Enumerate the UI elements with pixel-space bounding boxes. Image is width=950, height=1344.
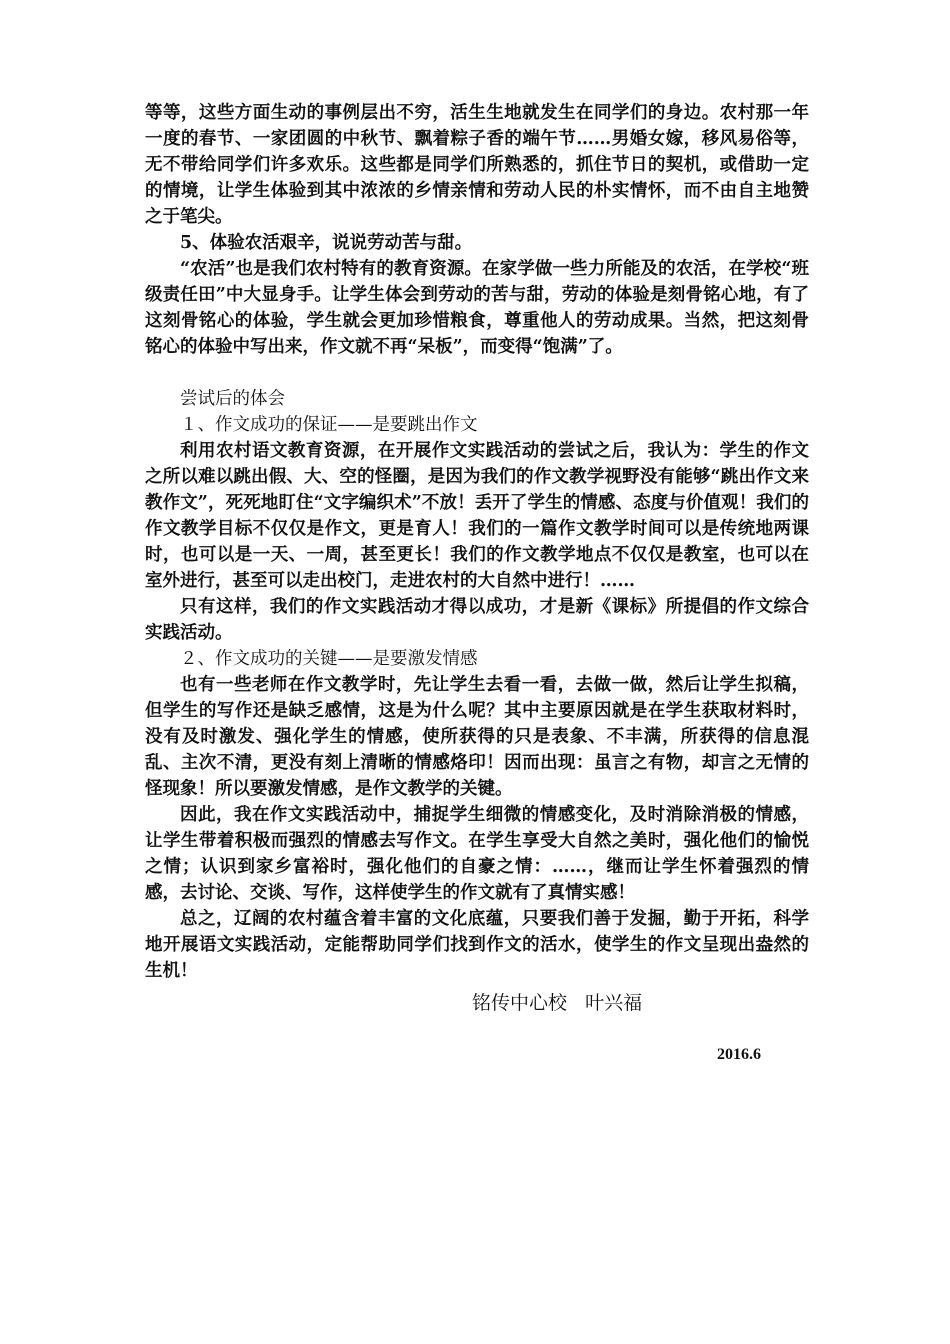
paragraph-point-1-summary: 只有这样，我们的作文实践活动才得以成功，才是新《课标》所提倡的作文综合实践活动。	[145, 597, 809, 643]
document-page	[145, 100, 809, 1068]
paragraph-point-1: 利用农村语文教育资源，在开展作文实践活动的尝试之后，我认为：学生的作文之所以难以跳出假、大、空的怪圈，是因为我们的作文教学视野没有能够“跳出作文来教作文”，死死地盯住“文字编织术”不放！丢开了学生的情感、态度与价值观！我们的作文教学目标不仅仅是作文，更是育人！我们的一篇作文教学时间可以是传统地两课时，也可以是一天、一周，甚至更长！我们的作文教学地点不仅仅是教室，也可以在室外进行，甚至可以走出校门，走进农村的大自然中进行！……	[145, 441, 809, 591]
heading-point-1: １、作文成功的保证——是要跳出作文	[180, 415, 478, 435]
section-heading-reflections: 尝试后的体会	[180, 389, 285, 409]
paragraph-point-2: 也有一些老师在作文教学时，先让学生去看一看，去做一做，然后让学生拟稿，但学生的写作还是缺乏感情，这是为什么呢？其中主要原因就是在学生获取材料时，没有及时激发、强化学生的情感，使所获得的只是表象、不丰满，所获得的信息混乱、主次不清，更没有刻上清晰的情感烙印！因而出现：虽言之有物，却言之无情的怪现象！所以要激发情感，是作文教学的关键。	[145, 675, 809, 799]
paragraph-gap	[145, 360, 809, 386]
author-signature: 铭传中心校 叶兴福	[472, 992, 643, 1014]
paragraph-point-2-practice: 因此，我在作文实践活动中，捕捉学生细微的情感变化，及时消除消极的情感，让学生带着积极而强烈的情感去写作文。在学生享受大自然之美时，强化他们的愉悦之情；认识到家乡富裕时，强化他们的自豪之情：……，继而让学生怀着强烈的情感，去讨论、交谈、写作，这样使学生的作文就有了真情实感！	[145, 805, 809, 903]
document-date: 2016.6	[717, 1046, 761, 1063]
heading-point-2: ２、作文成功的关键——是要激发情感	[180, 649, 478, 669]
paragraph-festivals: 等等，这些方面生动的事例层出不穷，活生生地就发生在同学们的身边。农村那一年一度的春节、一家团圆的中秋节、飘着粽子香的端午节……男婚女嫁，移风易俗等，无不带给同学们许多欢乐。这些都是同学们所熟悉的，抓住节日的契机，或借助一定的情境，让学生体验到其中浓浓的乡情亲情和劳动人民的朴实情怀，而不由自主地赞之于笔尖。	[145, 103, 809, 227]
heading-farm-work: 5、体验农活艰辛，说说劳动苦与甜。	[180, 233, 473, 253]
paragraph-conclusion: 总之，辽阔的农村蕴含着丰富的文化底蕴，只要我们善于发掘，勤于开拓，科学地开展语文实践活动，定能帮助同学们找到作文的活水，使学生的作文呈现出盎然的生机！	[145, 909, 809, 981]
paragraph-farm-work: “农活”也是我们农村特有的教育资源。在家学做一些力所能及的农活，在学校“班级责任田”中大显身手。让学生体会到劳动的苦与甜，劳动的体验是刻骨铭心地，有了这刻骨铭心的体验，学生就会更加珍惜粮食，尊重他人的劳动成果。当然，把这刻骨铭心的体验中写出来，作文就不再“呆板”，而变得“饱满”了。	[145, 259, 809, 357]
